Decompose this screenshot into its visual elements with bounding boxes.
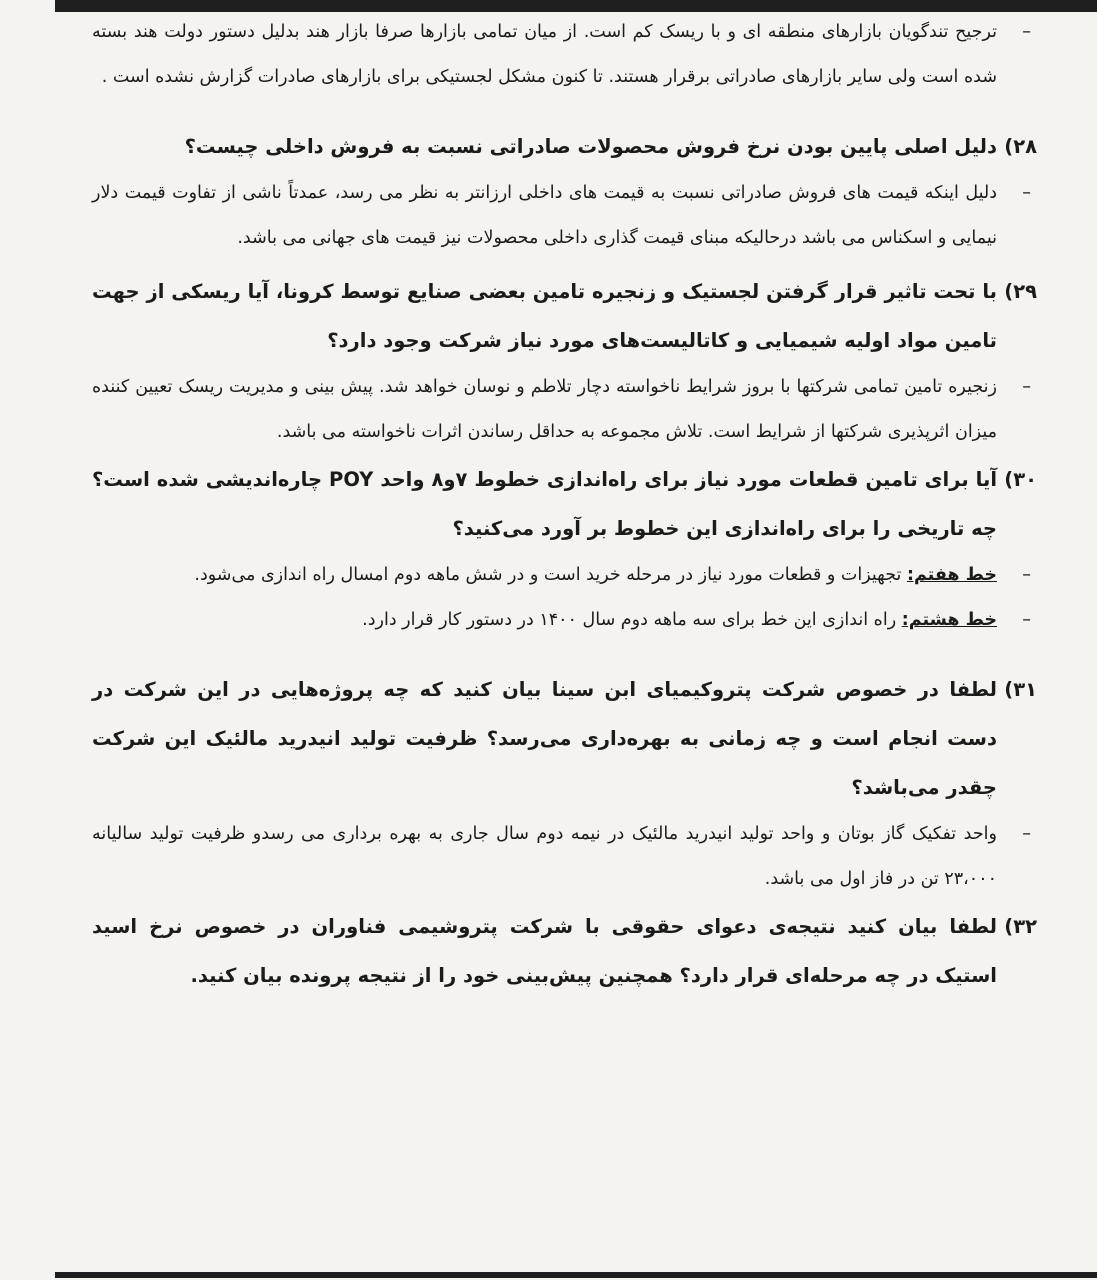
question-number: ۲۹) — [1004, 280, 1037, 303]
line7-text: تجهیزات و قطعات مورد نیاز در مرحله خرید است و در شش ماهه دوم امسال راه اندازی می‌شود. — [194, 565, 907, 585]
dash-marker: – — [1022, 22, 1031, 42]
answer-28 — [92, 171, 1037, 261]
question-28 — [92, 122, 1037, 171]
bottom-border — [55, 1272, 1097, 1278]
question-text: لطفا در خصوص شرکت پتروکیمیای ابن سینا بیان کنید که چه پروژه‌هایی در این شرکت در دست انجام است و چه زمانی به بهره‌داری می‌رسد؟ ظرفیت تولید انیدرید مالئیک این شرکت چقدر می‌باشد؟ — [92, 678, 997, 799]
dash-marker: – — [1022, 183, 1031, 203]
answer-text: زنجیره تامین تمامی شرکتها با بروز شرایط ناخواسته دچار تلاطم و نوسان خواهد شد. پیش بینی و مدیریت ریسک تعیین کننده میزان اثرپذیری شرکتها از شرایط است. تلاش مجموعه به حداقل رساندن اثرات ناخواسته می باشد. — [92, 377, 997, 442]
answer-31 — [92, 812, 1037, 902]
intro-answer — [92, 10, 1037, 100]
question-30 — [92, 455, 1037, 553]
line8-text: راه اندازی این خط برای سه ماهه دوم سال ۱۴۰۰ در دستور کار قرار دارد. — [362, 610, 902, 630]
answer-text: ترجیح تندگویان بازارهای منطقه ای و با ریسک کم است. از میان تمامی بازارها صرفا بازار هند بدلیل دستور دولت هند بسته شده است ولی سایر بازارهای صادراتی برقرار هستند. تا کنون مشکل لجستیکی برای بازارهای صادرات گزارش نشده است . — [92, 22, 997, 87]
question-number: ۳۱) — [1004, 678, 1037, 701]
answer-29 — [92, 365, 1037, 455]
dash-marker: – — [1022, 824, 1031, 844]
question-text: با تحت تاثیر قرار گرفتن لجستیک و زنجیره تامین بعضی صنایع توسط کرونا، آیا ریسکی از جهت تامین مواد اولیه شیمیایی و کاتالیست‌های مورد نیاز شرکت وجود دارد؟ — [92, 280, 997, 352]
dash-marker: – — [1022, 377, 1031, 397]
question-32 — [92, 902, 1037, 1000]
dash-marker: – — [1022, 565, 1031, 585]
question-number: ۳۲) — [1004, 915, 1037, 938]
dash-marker: – — [1022, 610, 1031, 630]
answer-30-line8 — [92, 598, 1037, 643]
line7-label: خط هفتم: — [906, 565, 997, 585]
question-text: لطفا بیان کنید نتیجه‌ی دعوای حقوقی با شرکت پتروشیمی فناوران در خصوص نرخ اسید استیک در چه مرحله‌ای قرار دارد؟ همچنین پیش‌بینی خود را از نتیجه پرونده بیان کنید. — [92, 915, 997, 987]
answer-text: واحد تفکیک گاز بوتان و واحد تولید انیدرید مالئیک در نیمه دوم سال جاری به بهره برداری می رسدو ظرفیت تولید سالیانه ۲۳،۰۰۰ تن در فاز اول می باشد. — [92, 824, 997, 889]
question-29 — [92, 267, 1037, 365]
line8-label: خط هشتم: — [901, 610, 997, 630]
question-number: ۳۰) — [1004, 468, 1037, 491]
question-text: آیا برای تامین قطعات مورد نیاز برای راه‌اندازی خطوط ۷و۸ واحد POY چاره‌اندیشی شده است؟چه تاریخی را برای راه‌اندازی این خطوط بر آورد می‌کنید؟ — [92, 468, 998, 540]
question-text: دلیل اصلی پایین بودن نرخ فروش محصولات صادراتی نسبت به فروش داخلی چیست؟ — [184, 135, 997, 158]
answer-text: دلیل اینکه قیمت های فروش صادراتی نسبت به قیمت های داخلی ارزانتر به نظر می رسد، عمدتاً ناشی از تفاوت قیمت دلار نیمایی و اسکناس می باشد درحالیکه مبنای قیمت گذاری داخلی محصولات نیز قیمت های جهانی می باشد. — [92, 183, 997, 248]
question-number: ۲۸) — [1004, 135, 1037, 158]
document-body — [92, 10, 1037, 1000]
answer-30-line7 — [92, 553, 1037, 598]
question-31 — [92, 665, 1037, 812]
